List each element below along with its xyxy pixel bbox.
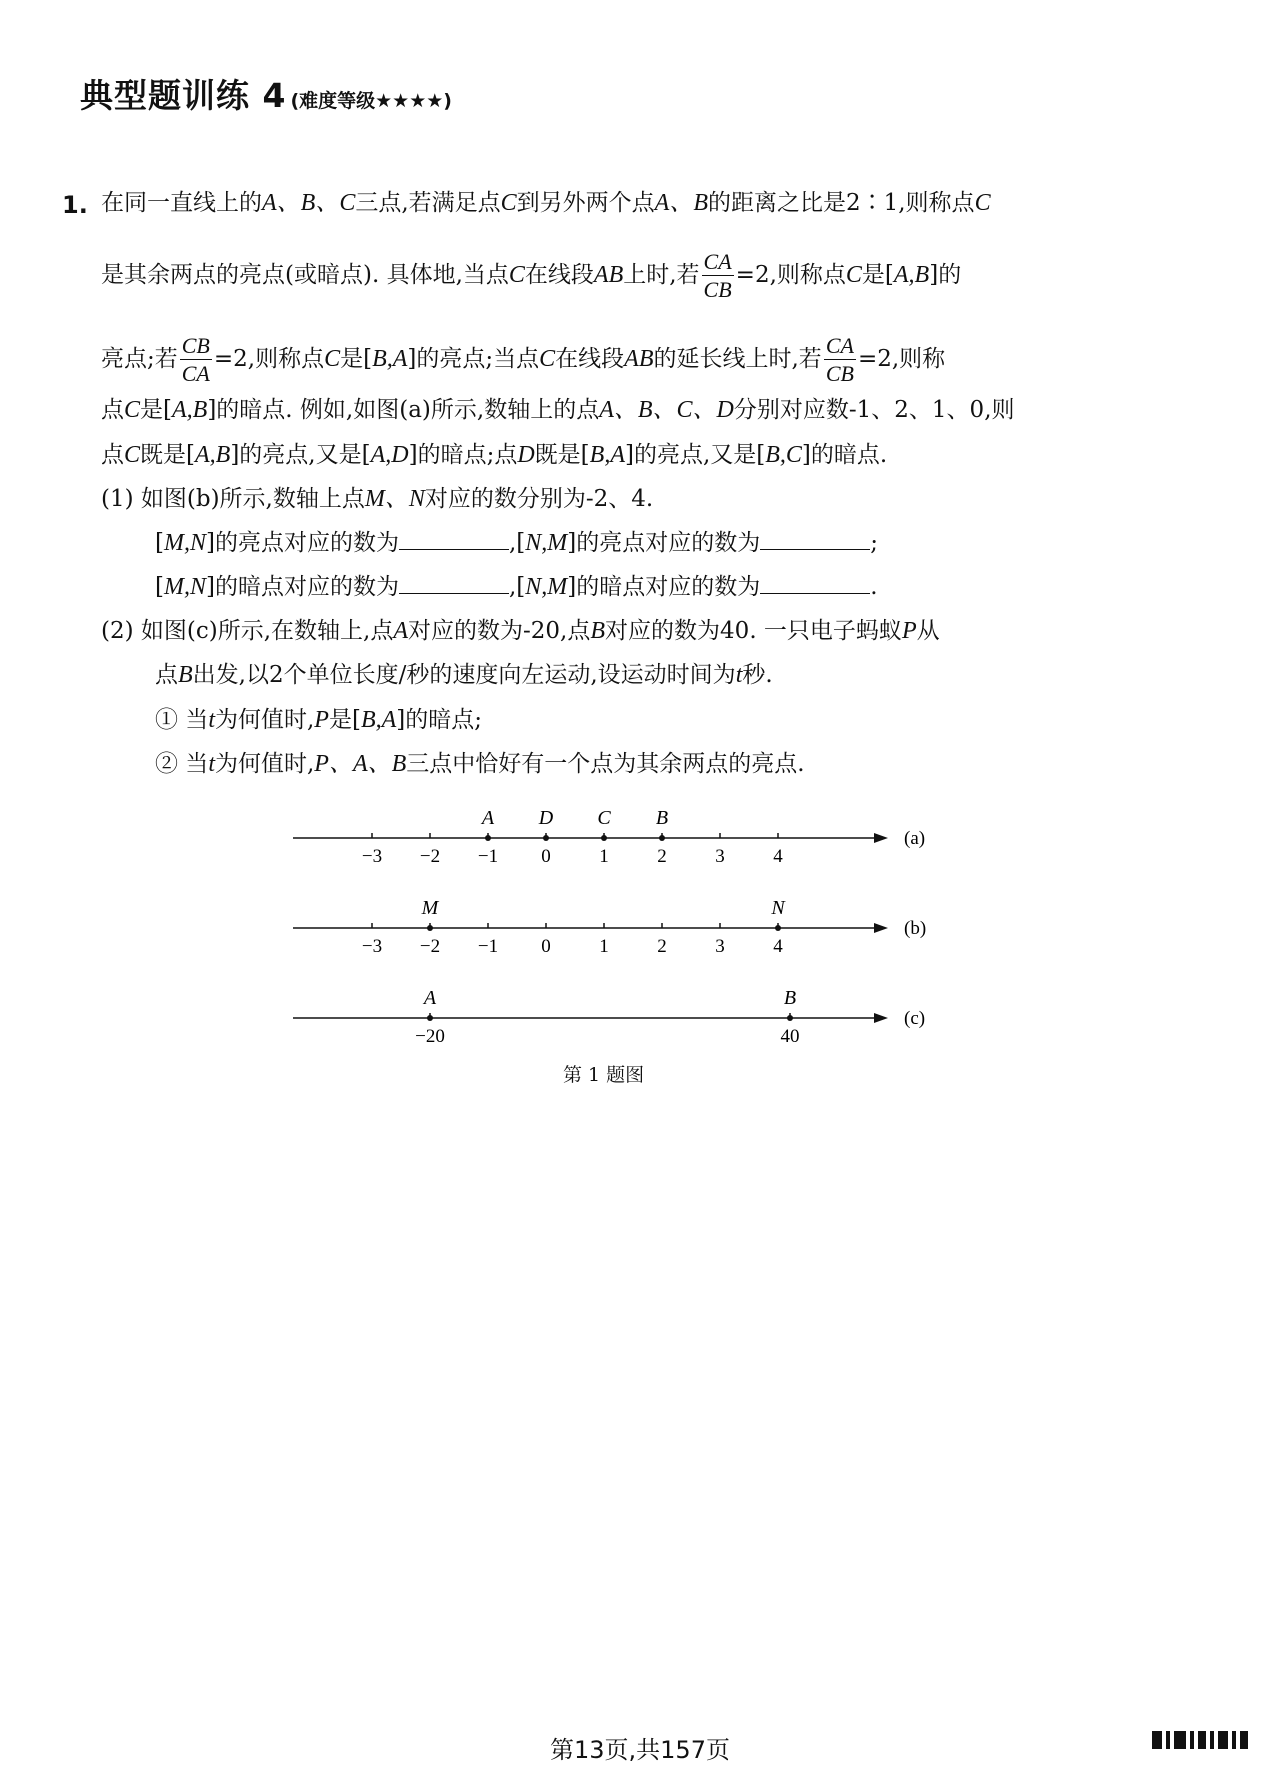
sub-question-2: ② 当t为何值时,P、A、B三点中恰好有一个点为其余两点的亮点. <box>155 751 805 777</box>
point-label: B <box>783 987 797 1009</box>
part-2-line-1: (2) 如图(c)所示,在数轴上,点A对应的数为-20,点B对应的数为40. 一只电子蚂蚁P从 <box>101 618 940 644</box>
tick-label: 3 <box>715 846 725 867</box>
difficulty-label: (难度等级★★★★) <box>290 90 452 112</box>
figure-tag: (b) <box>904 918 927 939</box>
tick-label: 4 <box>773 846 783 867</box>
point-label: D <box>538 807 554 829</box>
axis-arrow <box>874 923 888 933</box>
tick-label: −1 <box>477 936 499 957</box>
question-line-5: 点C既是[A,B]的亮点,又是[A,D]的暗点;点D既是[B,A]的亮点,又是[B,C]的暗点. <box>101 442 888 468</box>
point-dot <box>485 835 491 841</box>
point-label: C <box>597 807 611 829</box>
tick-label: −3 <box>361 936 383 957</box>
section-title: 典型题训练 4 <box>80 76 287 115</box>
question-line-3: 亮点;若 $\frac{CB}{CA}$ =2,则称点C是[B,A]的亮点;当点C在线段AB的延长线上时,若 $\frac{CA}{CB}$ =2,则称 <box>101 333 946 387</box>
tick-label: 0 <box>541 936 551 957</box>
figure-tag: (a) <box>904 828 926 849</box>
point-dot <box>427 1015 433 1021</box>
fraction-ca-cb: $\frac{CA}{CB}$ <box>703 249 732 303</box>
tick-label: −1 <box>477 846 499 867</box>
part-1-intro: (1) 如图(b)所示,数轴上点M、N对应的数分别为-2、4. <box>101 486 654 512</box>
point-dot <box>427 925 433 931</box>
tick-label: 4 <box>773 936 783 957</box>
tick-label: 1 <box>599 936 609 957</box>
part-2-line-2: 点B出发,以2个单位长度/秒的速度向左运动,设运动时间为t秒. <box>155 662 773 688</box>
sub-question-1: ① 当t为何值时,P是[B,A]的暗点; <box>155 707 483 733</box>
barcode-icon <box>1152 1725 1262 1755</box>
point-label: A <box>481 807 495 829</box>
point-label: A <box>423 987 437 1009</box>
part-1-bright-row: [M,N]的亮点对应的数为 ,[N,M]的亮点对应的数为 ; <box>155 530 878 556</box>
point-dot <box>787 1015 793 1021</box>
tick-label: 1 <box>599 846 609 867</box>
tick-label: 2 <box>657 846 667 867</box>
point-label: N <box>771 897 785 919</box>
part-1-dark-row: [M,N]的暗点对应的数为 ,[N,M]的暗点对应的数为 . <box>155 574 878 600</box>
figure-caption: 第 1 题图 <box>563 1064 645 1086</box>
axis-arrow <box>874 833 888 843</box>
point-dot <box>775 925 781 931</box>
tick-label: 2 <box>657 936 667 957</box>
point-dot <box>543 835 549 841</box>
question-line-2: 是其余两点的亮点(或暗点). 具体地,当点C在线段AB上时,若 $\frac{CA}{CB}$ =2,则称点C是[A,B]的 <box>101 249 962 303</box>
axis-arrow <box>874 1013 888 1023</box>
tick-label: 3 <box>715 936 725 957</box>
point-dot <box>659 835 665 841</box>
tick-label: −20 <box>415 1026 445 1047</box>
question-number: 1. <box>62 191 88 219</box>
tick-label: 0 <box>541 846 551 867</box>
point-label: B <box>655 807 669 829</box>
tick-label: 40 <box>780 1026 800 1047</box>
tick-label: −2 <box>419 936 441 957</box>
page-indicator: 第13页,共157页 <box>550 1736 730 1764</box>
point-label: M <box>421 897 439 919</box>
fraction-cb-ca: $\frac{CB}{CA}$ <box>181 333 210 387</box>
tick-label: −3 <box>361 846 383 867</box>
question-line-4: 点C是[A,B]的暗点. 例如,如图(a)所示,数轴上的点A、B、C、D分别对应数-1、2、1、0,则 <box>101 397 1015 423</box>
question-line-1: 在同一直线上的A、B、C三点,若满足点C到另外两个点A、B的距离之比是2∶1,则称点C <box>101 190 991 216</box>
point-dot <box>601 835 607 841</box>
figure-tag: (c) <box>904 1008 926 1029</box>
tick-label: −2 <box>419 846 441 867</box>
fraction-ca-cb-2: $\frac{CA}{CB}$ <box>825 333 854 387</box>
